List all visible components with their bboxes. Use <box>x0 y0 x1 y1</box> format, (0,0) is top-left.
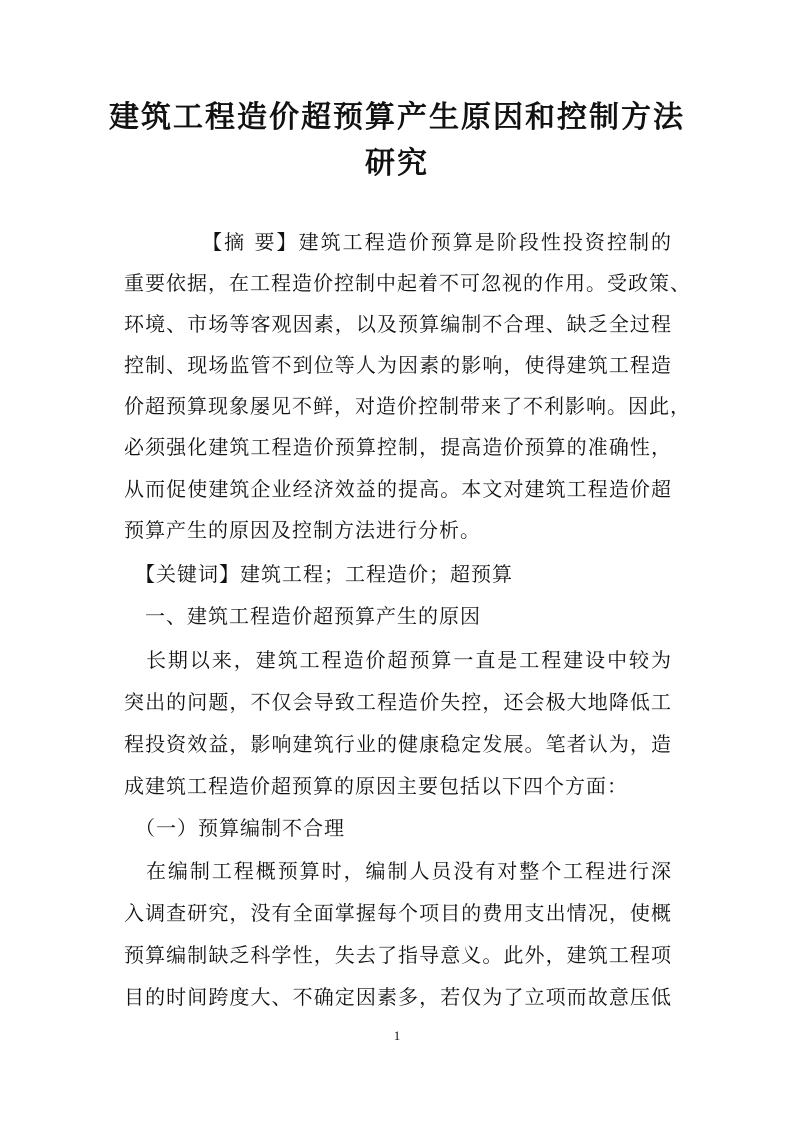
body-line-5: 在编制工程概预算时，编制人员没有对整个工程进行深 <box>124 859 672 883</box>
keywords-line: 【关键词】建筑工程；工程造价；超预算 <box>124 562 513 586</box>
subsection-heading-1: （一）预算编制不合理 <box>124 816 345 840</box>
body-line-2: 突出的问题，不仅会导致工程造价失控，还会极大地降低工 <box>124 690 672 714</box>
page-number: 1 <box>393 1028 401 1043</box>
abstract-line-4: 控制、现场监管不到位等人为因素的影响，使得建筑工程造 <box>124 353 672 377</box>
abstract-line-7: 从而促使建筑企业经济效益的提高。本文对建筑工程造价超 <box>124 477 672 501</box>
body-line-6: 入调查研究，没有全面掌握每个项目的费用支出情况，使概 <box>124 901 672 925</box>
body-line-7: 预算编制缺乏科学性，失去了指导意义。此外，建筑工程项 <box>124 943 672 967</box>
abstract-line-5: 价超预算现象屡见不鲜，对造价控制带来了不利影响。因此， <box>124 394 691 418</box>
section-heading-1: 一、建筑工程造价超预算产生的原因 <box>124 604 481 628</box>
body-line-3: 程投资效益，影响建筑行业的健康稳定发展。笔者认为，造 <box>124 732 672 756</box>
document-title-line-2: 研究 <box>365 146 429 181</box>
abstract-line-8: 预算产生的原因及控制方法进行分析。 <box>124 518 481 542</box>
body-line-8: 目的时间跨度大、不确定因素多，若仅为了立项而故意压低 <box>124 985 672 1009</box>
abstract-line-3: 环境、市场等客观因素，以及预算编制不合理、缺乏全过程 <box>124 312 672 336</box>
body-line-4: 成建筑工程造价超预算的原因主要包括以下四个方面： <box>124 774 628 798</box>
abstract-line-2: 重要依据，在工程造价控制中起着不可忽视的作用。受政策、 <box>124 271 691 295</box>
abstract-line-1: 【摘 要】建筑工程造价预算是阶段性投资控制的 <box>124 230 672 254</box>
abstract-line-6: 必须强化建筑工程造价预算控制，提高造价预算的准确性， <box>124 435 672 459</box>
document-title-line-1: 建筑工程造价超预算产生原因和控制方法 <box>109 100 685 135</box>
body-line-1: 长期以来，建筑工程造价超预算一直是工程建设中较为 <box>124 648 672 672</box>
